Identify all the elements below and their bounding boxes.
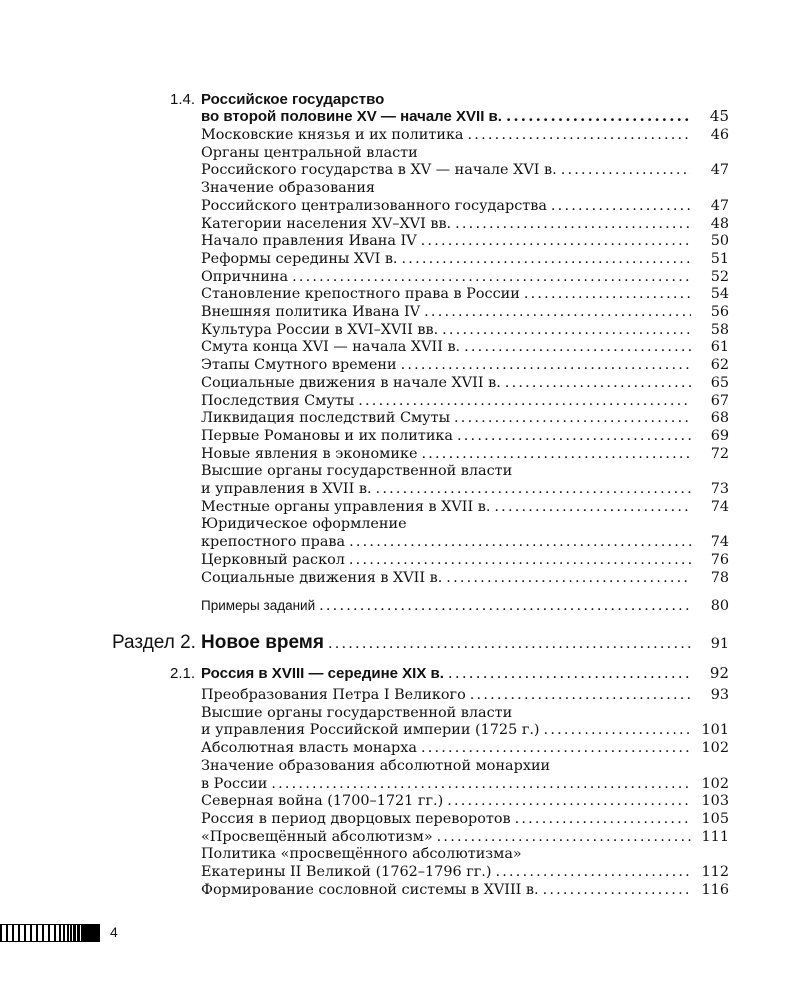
toc-entry [201,322,729,339]
page-number: 61 [710,339,729,356]
toc-entry [201,882,729,899]
dot-leader [547,198,691,215]
dot-leader [540,722,691,739]
toc-entry [201,864,729,881]
page-number: 101 [701,722,729,739]
toc-entry-text: Преобразования Петра I Великого [201,687,466,703]
dot-leader [438,322,691,339]
toc-entry [201,722,729,739]
section-title: во второй половине XV — начале XVII в. ..... 45 [201,108,729,125]
page-number: 105 [701,810,729,827]
toc-entry [201,829,729,846]
toc-entry [201,776,729,793]
page-number: 78 [710,569,729,586]
section-title: Россия в XVIII — середине XIX в. ..... 92 [201,665,729,682]
dot-leader [490,499,691,516]
dot-leader [501,375,691,392]
page-number: 73 [710,481,729,497]
toc-entry-text: Церковный раскол [201,551,345,568]
page-number: 74 [710,534,729,551]
toc-entry [201,269,729,286]
toc-entry [201,758,729,775]
toc-entry-text: Екатерины II Великой (1762–1796 гг.) [201,864,492,880]
page-number: 93 [710,687,729,703]
dot-leader [433,829,691,846]
page-number: 103 [701,793,729,810]
page-number: 76 [710,551,729,568]
toc-entry-text: Категории населения XV–XVI вв. [201,215,452,232]
toc-entry [201,499,729,516]
dot-leader [442,570,691,587]
page-number: 65 [710,374,729,391]
toc-entry [201,463,729,480]
barcode-decoration [0,924,100,942]
page-number: 72 [710,445,729,462]
dot-leader [354,393,691,410]
dot-leader [372,481,691,498]
page-number: 91 [710,636,729,652]
dot-leader [557,162,691,179]
toc-entry [201,410,729,427]
toc-entry [201,846,729,863]
dot-leader [453,428,691,445]
toc-entry [201,811,729,828]
page-number: 67 [710,392,729,409]
toc-entry [201,393,729,410]
page-number: 102 [701,740,729,757]
part-label: Раздел 2. [112,632,196,653]
toc-entry-text: крепостного права [201,534,346,551]
toc-entry-text: Формирование сословной системы в XVIII в. [201,881,539,898]
toc-entry-text: Становление крепостного права в России [201,286,520,303]
dot-leader [491,864,691,881]
page-number: 54 [710,286,729,303]
toc-entry-text: Значение образования [201,180,376,197]
dot-leader [345,534,691,551]
dot-leader [397,357,691,374]
dot-leader [417,233,691,250]
page-number: 51 [710,250,729,267]
toc-entry-text: Высшие органы государственной власти [201,704,513,721]
examples-entry: Примеры заданий ..... 80 [201,597,729,615]
toc-entry-text: Смута конца XVI — начала XVII в. [201,339,461,356]
part-title: Новое время ..... 91 [201,632,729,655]
toc-entry-text: Органы центральной власти [201,144,418,161]
toc-entry [201,534,729,551]
page-number: 62 [710,357,729,374]
page-number: 45 [709,107,729,125]
toc-entry [201,687,729,704]
toc-entry [201,740,729,757]
dot-leader [417,740,691,757]
toc-entry [201,162,729,179]
toc-entry-text: Местные органы управления в XVII в. [201,498,491,515]
page-number: 102 [701,775,729,792]
toc-entry-text: «Просвещённый абсолютизм» [201,828,433,845]
dot-leader [451,216,691,233]
page-number: 92 [709,664,729,682]
toc-entry-text: Культура России в XVI–XVII вв. [201,321,439,338]
toc-entry-text: Опричнина [201,268,289,285]
toc-entry [201,145,729,162]
dot-leader [398,251,691,268]
toc-entry [201,446,729,463]
toc-entry [201,304,729,321]
toc-entry-text: Российского централизованного государства [201,197,547,214]
toc-entry-text: Последствия Смуты [201,392,355,409]
toc-entry-text: Значение образования абсолютной монархии [201,757,551,774]
toc-entry [201,552,729,569]
toc-entry-text: Реформы середины XVI в. [201,250,398,267]
page-number: 111 [701,828,729,845]
toc-entry [201,198,729,215]
dot-leader [511,811,691,828]
toc-entry-text: Этапы Смутного времени [201,357,397,374]
dot-leader [466,687,691,704]
page-number: 74 [710,498,729,515]
toc-entry-text: Российского государства в XV — начале XVI в. [201,162,557,179]
toc-entry-text: Абсолютная власть монарха [201,740,417,757]
toc-entry [201,428,729,445]
page-number: 116 [701,881,729,898]
dot-leader [443,793,691,810]
dot-leader [520,286,691,303]
toc-entry [201,180,729,197]
dot-leader [288,269,691,286]
page-number: 68 [710,410,729,427]
toc-entry [201,357,729,374]
dot-leader [417,446,691,463]
toc-entry [201,216,729,233]
toc-entry-text: Россия в период дворцовых переворотов [201,810,511,827]
page-number: 80 [710,598,729,614]
toc-entry-text: Юридическое оформление [201,516,407,533]
toc-entry [201,375,729,392]
page-number: 52 [710,268,729,285]
dot-leader [267,776,691,793]
toc-entry-text: Социальные движения в начале XVII в. [201,374,501,391]
page-number: 47 [710,162,729,179]
page-number: 112 [701,864,729,880]
page-number-footer: 4 [110,924,118,940]
toc-entry [201,339,729,356]
toc-entry-text: Ликвидация последствий Смуты [201,410,451,427]
toc-entry-text: и управления Российской империи (1725 г.) [201,722,540,739]
toc-entry-text: Высшие органы государственной власти [201,463,513,480]
toc-entry-text: Первые Романовы и их политика [201,427,453,444]
section-number: 2.1. [170,665,196,682]
toc-entry [201,516,729,533]
page-number: 48 [710,215,729,232]
toc-entry [201,286,729,303]
toc-entry [201,233,729,250]
toc-entry [201,793,729,810]
toc-entry [201,705,729,722]
page-number: 69 [710,427,729,444]
toc-entry-text: Северная война (1700–1721 гг.) [201,793,444,810]
page-number: 56 [710,304,729,320]
dot-leader [460,339,691,356]
page-number: 58 [710,321,729,338]
toc-entry [201,251,729,268]
section-title: Российское государство [201,91,385,108]
dot-leader [539,882,691,899]
page-number: 47 [710,197,729,214]
toc-entry-text: Социальные движения в XVII в. [201,569,443,586]
dot-leader [420,304,691,321]
toc-entry-text: Новые явления в экономике [201,445,418,462]
page-number: 46 [710,127,729,143]
toc-entry-text: в России [201,775,268,792]
toc-entry [201,570,729,587]
dot-leader [345,552,691,569]
page-number: 50 [710,233,729,250]
toc-entry-text: Внешняя политика Ивана IV [201,304,421,320]
dot-leader [464,127,691,144]
toc-entry-text: и управления в XVII в. [201,481,372,497]
toc-entry-text: Политика «просвещённого абсолютизма» [201,846,522,863]
toc-entry-text: Московские князья и их политика [201,127,464,143]
section-number: 1.4. [170,91,196,108]
toc-entry-text: Начало правления Ивана IV [201,233,417,250]
toc-entry [201,127,729,144]
toc-entry [201,481,729,498]
dot-leader [450,410,691,427]
